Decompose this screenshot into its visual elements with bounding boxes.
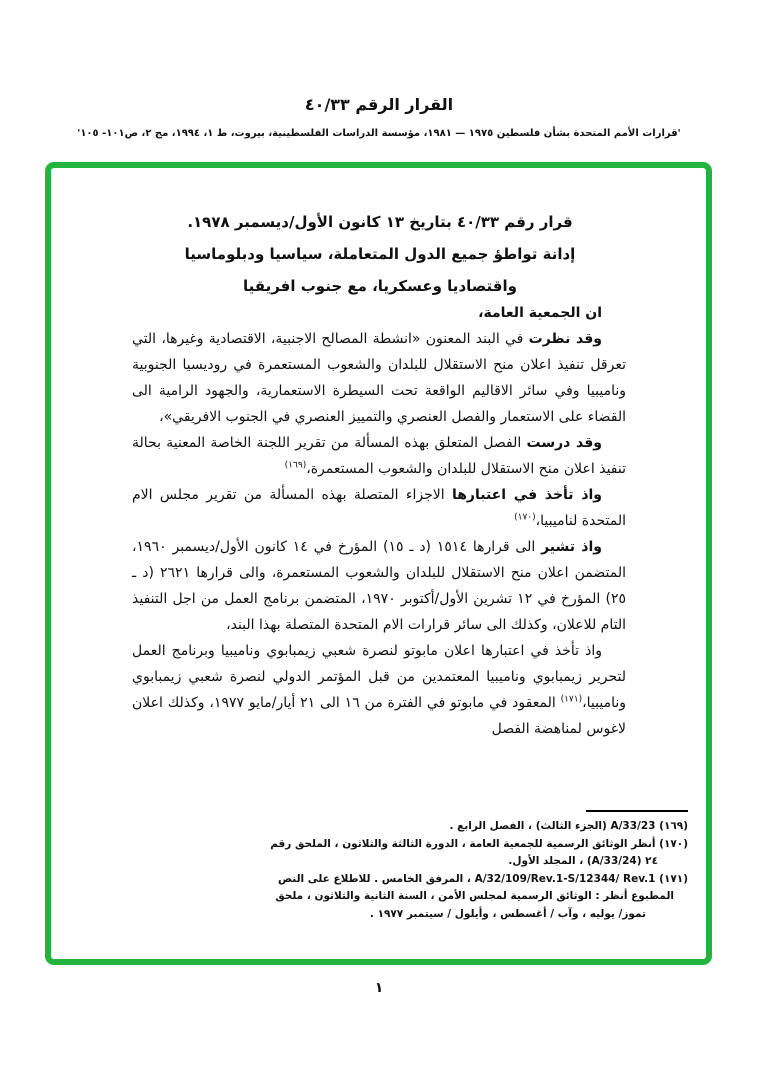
page-number: ١ (374, 980, 384, 996)
document-title: القرار الرقم ٤٠/٣٣ (304, 95, 454, 114)
lead-phrase: وقد درست (526, 435, 602, 451)
paragraph-having-examined (132, 430, 626, 482)
footnote-ref-171: (١٧١) (560, 694, 583, 705)
lead-phrase: ان الجمعية العامة، (478, 305, 602, 321)
paragraph-text: اعلان مابوتو لنصرة شعبي زيمبابوي وناميبيا وبرنامج العمل لتحرير زيمبابوي وناميبيا المعتمدين من قبل المؤتمر الدولي لنصرة شعبي زيمبابوي وناميبيا، (132, 643, 626, 711)
footnote-170-line-1: (١٧٠) أنظر الوثائق الرسمية للجمعية العامة ، الدورة الثالثة والثلاثون ، الملحق رقم (270, 837, 688, 850)
paragraph-taking-into-account-maputo (132, 638, 626, 742)
footnotes-block (218, 818, 688, 923)
resolution-heading-line-2: إدانة تواطؤ جميع الدول المتعاملة، سياسيا ودبلوماسيا (184, 245, 576, 263)
footnote-171-line-2: المطبوع أنظر : الوثائق الرسمية لمجلس الأمن ، السنة الثانية والثلاثون ، ملحق (275, 890, 674, 902)
lead-phrase: واذ تأخذ في اعتبارها (480, 643, 602, 659)
footnote-171-line-3: تموز/ يوليه ، وآب / أغسطس ، وأيلول / سيتمبر ١٩٧٧ . (369, 907, 646, 920)
lead-phrase: واذ تأخذ في اعتبارها (451, 487, 603, 503)
footnote-separator-line (586, 810, 688, 812)
paragraph-text: الفصل المتعلق بهذه المسألة من تقرير اللجنة الخاصة المعنية بحالة تنفيذ اعلان منح الاستقلال للبلدان والشعوب المستعمرة، (132, 435, 626, 477)
paragraph-text: في البند المعنون «انشطة المصالح الاجنبية، الاقتصادية وغيرها، التي تعرقل تنفيذ اعلان منح الاستقلال للبلدان والشعوب المستعمرة في روديسيا الجنوبية وناميبيا وفي سائر الاقاليم الواقعة تحت السيطرة الاستعمارية، والجهود الرامية الى القضاء على الاستعمار والفصل العنصري والتمييز العنصري في الجنوب الافريقي»، (132, 331, 626, 425)
paragraph-having-considered (132, 326, 626, 430)
lead-phrase: وقد نظرت (528, 331, 602, 347)
paragraph-recalling-resolutions (132, 534, 626, 638)
resolution-heading-line-3: واقتصاديا وعسكريا، مع جنوب افريقيا (243, 277, 517, 295)
footnote-ref-170: (١٧٠) (514, 512, 536, 523)
resolution-heading (120, 206, 640, 302)
resolution-heading-line-1: قرار رقم ٤٠/٣٣ بتاريخ ١٣ كانون الأول/ديسمبر ١٩٧٨. (187, 213, 573, 231)
paragraph-taking-into-account-council (132, 482, 626, 534)
footnote-ref-169: (١٦٩) (284, 460, 307, 471)
paragraph-preamble-opening (132, 300, 626, 326)
lead-phrase: واذ تشير (541, 539, 602, 555)
footnote-169: (١٦٩) A/33/23 (الجزء الثالث) ، الفصل الرابع . (449, 820, 688, 832)
footnote-171-line-1: (١٧١) A/32/109/Rev.1-S/12344/ Rev.1 ، المرفق الخامس . للاطلاع على النص (277, 872, 688, 885)
footnote-170-line-2: ٢٤ (A/33/24) ، المجلد الأول. (508, 855, 658, 867)
paragraph-text: الاجزاء المتصلة بهذه المسألة من تقرير مجلس الام المتحدة لناميبيا، (132, 487, 626, 529)
source-citation: 'قرارات الأمم المتحدة بشأن فلسطين ١٩٧٥ — ١٩٨١، مؤسسة الدراسات الفلسطينية، بيروت، ط ١، ١٩٩٤، مج ٢، ص١٠١- ١٠٥' (77, 128, 681, 139)
resolution-body (132, 300, 626, 742)
paragraph-text: الى قرارها ١٥١٤ (د ـ ١٥) المؤرخ في ١٤ كانون الأول/ديسمبر ١٩٦٠، المتضمن اعلان منح الاستقلال للبلدان والشعوب المستعمرة، والى قرارها ٢٦٢١ (د ـ ٢٥) المؤرخ في ١٢ تشرين الأول/أكتوبر ١٩٧٠، المتضمن برنامج العمل من اجل التنفيذ التام للاعلان، وكذلك الى سائر قرارات الام المتحدة المتصلة بهذا البند، (132, 539, 626, 633)
paragraph-text-continued: المعقود في مابوتو في الفترة من ١٦ الى ٢١ أيار/مايو ١٩٧٧، وكذلك اعلان لاغوس لمناهضة الفصل (132, 695, 626, 737)
